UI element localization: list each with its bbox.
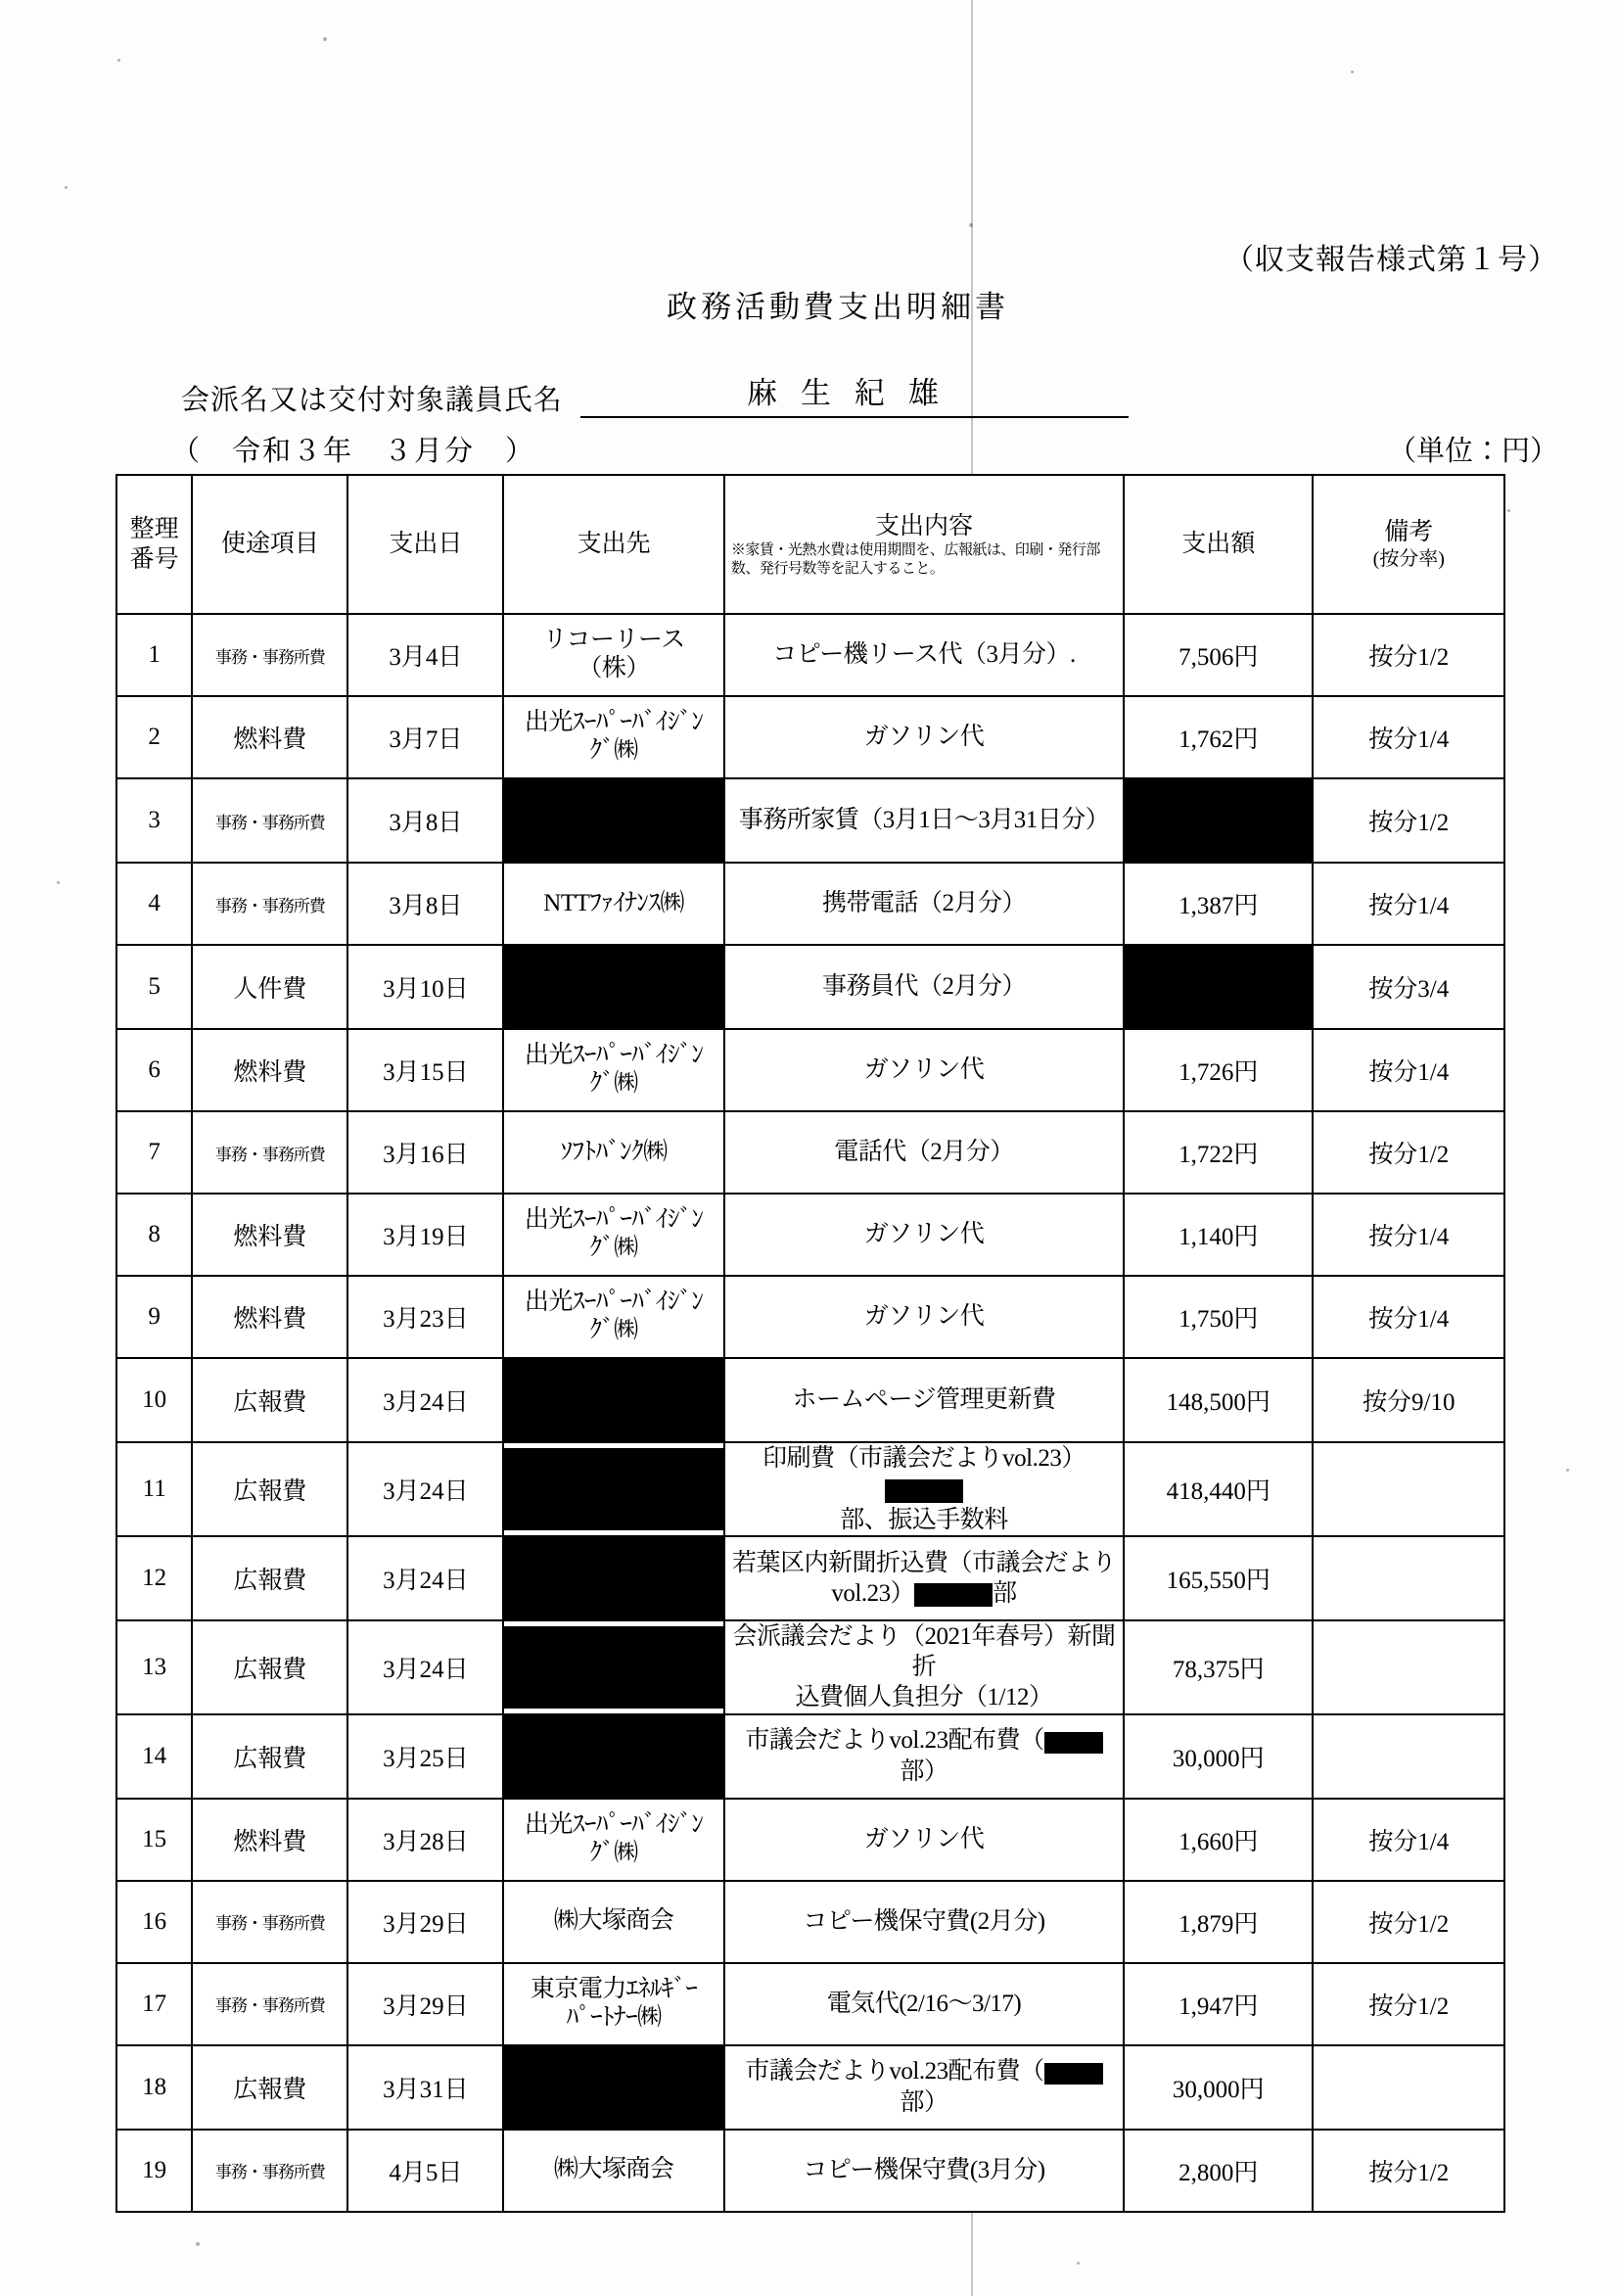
cell-no: 10 [116,1358,192,1442]
cell-amount: 148,500円 [1124,1358,1313,1442]
cell-use-category: 広報費 [192,2045,347,2130]
redaction-block [1044,1732,1103,1754]
cell-date: 3月24日 [347,1442,503,1536]
cell-remarks: 按分1/2 [1313,2130,1504,2212]
cell-date: 3月25日 [347,1714,503,1799]
cell-no: 16 [116,1881,192,1963]
cell-payee-line2: ｸﾞ㈱ [589,737,638,764]
cell-description: 事務所家賃（3月1日～3月31日分） [724,778,1124,863]
cell-use-category: 燃料費 [192,1799,347,1881]
cell-date: 4月5日 [347,2130,503,2212]
cell-no: 5 [116,945,192,1029]
unit-label: （単位：円） [1387,436,1558,467]
cell-amount-redacted [1124,778,1313,863]
cell-description [724,1442,1124,1536]
cell-remarks [1313,1536,1504,1620]
redaction-block [504,1537,723,1619]
cell-description-part1: 会派議会だより（2021年春号）新聞折 [732,1622,1116,1680]
col-header-no [116,475,192,614]
cell-payee-line1: ｿﾌﾄﾊﾞﾝｸ㈱ [560,1138,668,1165]
cell-payee-line2: ｸﾞ㈱ [589,1839,638,1866]
cell-use-category: 燃料費 [192,1194,347,1276]
cell-amount: 78,375円 [1124,1620,1313,1714]
expense-detail-table [116,474,1505,2213]
cell-use-category: 事務・事務所費 [192,863,347,945]
table-row [116,1194,1504,1276]
cell-description-part2-text: vol.23） [831,1579,915,1607]
scan-speck [969,223,973,227]
cell-payee [503,1029,724,1111]
cell-remarks: 按分1/4 [1313,1029,1504,1111]
col-header-date: 支出日 [347,475,503,614]
table-row [116,696,1504,778]
scan-speck [1566,1469,1569,1472]
cell-date: 3月19日 [347,1194,503,1276]
cell-date: 3月7日 [347,696,503,778]
cell-payee [503,1194,724,1276]
form-number: （収支報告様式第１号） [1224,244,1558,276]
cell-remarks: 按分1/2 [1313,778,1504,863]
cell-remarks: 按分1/2 [1313,614,1504,696]
col-header-desc [724,475,1124,614]
cell-description: コピー機保守費(2月分) [724,1881,1124,1963]
cell-payee [503,863,724,945]
cell-no: 1 [116,614,192,696]
cell-amount-redacted [1124,945,1313,1029]
cell-use-category: 広報費 [192,1442,347,1536]
cell-date: 3月24日 [347,1536,503,1620]
cell-description: ガソリン代 [724,1194,1124,1276]
cell-amount: 7,506円 [1124,614,1313,696]
redaction-block [504,779,723,862]
cell-amount: 2,800円 [1124,2130,1313,2212]
cell-use-category: 燃料費 [192,1276,347,1358]
cell-description [724,2045,1124,2130]
cell-amount: 1,387円 [1124,863,1313,945]
scan-speck [323,37,327,41]
table-row [116,1029,1504,1111]
cell-no: 2 [116,696,192,778]
cell-description-part1: 市議会だよりvol.23配布費（ [745,2058,1044,2085]
cell-use-category: 燃料費 [192,1029,347,1111]
cell-use-category: 広報費 [192,1358,347,1442]
cell-payee-line2: ﾊﾟｰﾄﾅｰ㈱ [566,2003,662,2031]
table-row [116,2130,1504,2212]
cell-use-category: 事務・事務所費 [192,778,347,863]
cell-payee-line1: 東京電力ｴﾈﾙｷﾞｰ [530,1975,698,2002]
cell-date: 3月24日 [347,1620,503,1714]
cell-no: 7 [116,1111,192,1194]
table-row [116,1536,1504,1620]
cell-use-category: 事務・事務所費 [192,1881,347,1963]
cell-remarks: 按分9/10 [1313,1358,1504,1442]
col-header-desc-title: 支出内容 [874,512,973,539]
table-row [116,1714,1504,1799]
cell-description: コピー機保守費(3月分) [724,2130,1124,2212]
cell-amount: 1,660円 [1124,1799,1313,1881]
cell-amount: 1,947円 [1124,1963,1313,2045]
redaction-block [885,1479,963,1503]
cell-description: ガソリン代 [724,1029,1124,1111]
cell-description: 事務員代（2月分） [724,945,1124,1029]
cell-remarks: 按分1/4 [1313,696,1504,778]
col-header-remarks [1313,475,1504,614]
cell-amount: 1,762円 [1124,696,1313,778]
cell-payee [503,614,724,696]
cell-description-part2: 部、振込手数料 [840,1506,1008,1533]
col-header-remarks-title: 備考 [1384,518,1434,545]
cell-description-part2: 部） [900,1757,948,1785]
cell-date: 3月8日 [347,778,503,863]
cell-date: 3月24日 [347,1358,503,1442]
table-row [116,778,1504,863]
cell-payee-redacted [503,1714,724,1799]
table-row [116,1111,1504,1194]
cell-payee-line2: （株） [578,655,650,681]
cell-description-part1: 印刷費（市議会だよりvol.23） [762,1445,1086,1472]
redaction-block [504,1626,723,1709]
cell-description-part1: 若葉区内新聞折込費（市議会だより [731,1549,1116,1576]
cell-amount: 1,879円 [1124,1881,1313,1963]
col-header-payee: 支出先 [503,475,724,614]
col-header-desc-note: ※家賃・光熱水費は使用期間を、広報紙は、印刷・発行部数、発行号数等を記入すること。 [730,541,1100,577]
cell-use-category: 広報費 [192,1714,347,1799]
cell-description: 電話代（2月分） [724,1111,1124,1194]
cell-use-category: 事務・事務所費 [192,1111,347,1194]
col-header-remarks-sub: (按分率) [1372,548,1445,571]
cell-remarks: 按分1/4 [1313,1194,1504,1276]
cell-payee-line2: ｸﾞ㈱ [589,1070,638,1097]
table-row [116,2045,1504,2130]
cell-description: コピー機リース代（3月分）. [724,614,1124,696]
cell-description: 携帯電話（2月分） [724,863,1124,945]
table-row [116,1963,1504,2045]
cell-date: 3月29日 [347,1963,503,2045]
table-body [116,614,1504,2212]
cell-remarks: 按分1/2 [1313,1881,1504,1963]
scan-speck [1351,70,1354,73]
table-row [116,1442,1504,1536]
cell-description-part2: 部） [900,2088,948,2116]
cell-no: 6 [116,1029,192,1111]
cell-no: 9 [116,1276,192,1358]
table-header-row [116,475,1504,614]
cell-description-part1: 市議会だよりvol.23配布費（ [745,1727,1044,1755]
cell-no: 14 [116,1714,192,1799]
redaction-block [1044,2063,1103,2085]
col-header-no-line2: 番号 [129,546,179,573]
scan-speck [65,186,68,189]
scan-speck [57,881,60,884]
member-name-row [181,368,1129,418]
cell-amount: 165,550円 [1124,1536,1313,1620]
cell-description-part2: 込費個人負担分（1/12） [795,1684,1053,1711]
redaction-block [504,1359,723,1441]
redaction-block [504,2046,723,2129]
cell-payee-redacted [503,778,724,863]
table-row [116,1276,1504,1358]
cell-payee-line2: ｸﾞ㈱ [589,1317,638,1343]
cell-amount: 1,722円 [1124,1111,1313,1194]
cell-use-category: 燃料費 [192,696,347,778]
col-header-use: 使途項目 [192,475,347,614]
cell-amount: 30,000円 [1124,1714,1313,1799]
table-row [116,1620,1504,1714]
cell-remarks [1313,1714,1504,1799]
cell-payee-line1: 出光ｽｰﾊﾟｰﾊﾞｲｼﾞﾝ [524,1206,704,1234]
redaction-block [1125,946,1312,1028]
cell-amount: 1,726円 [1124,1029,1313,1111]
cell-no: 8 [116,1194,192,1276]
table-row [116,1358,1504,1442]
redaction-block [504,1715,723,1798]
cell-amount: 30,000円 [1124,2045,1313,2130]
cell-use-category: 人件費 [192,945,347,1029]
cell-no: 13 [116,1620,192,1714]
cell-date: 3月23日 [347,1276,503,1358]
cell-remarks [1313,2045,1504,2130]
member-name-label: 会派名又は交付対象議員氏名 [181,385,564,416]
cell-date: 3月28日 [347,1799,503,1881]
table-row [116,863,1504,945]
cell-remarks: 按分1/2 [1313,1963,1504,2045]
cell-description: ガソリン代 [724,1276,1124,1358]
cell-use-category: 広報費 [192,1536,347,1620]
cell-no: 15 [116,1799,192,1881]
period-label: （ 令和３年 ３月分 ） [171,436,536,467]
cell-description: ガソリン代 [724,696,1124,778]
cell-payee-redacted [503,1620,724,1714]
cell-description: ガソリン代 [724,1799,1124,1881]
cell-amount: 1,140円 [1124,1194,1313,1276]
cell-description [724,1714,1124,1799]
cell-payee-line1: 出光ｽｰﾊﾟｰﾊﾞｲｼﾞﾝ [524,1042,704,1069]
cell-no: 19 [116,2130,192,2212]
cell-description-part2 [725,1578,1123,1609]
cell-payee [503,696,724,778]
cell-use-category: 事務・事務所費 [192,1963,347,2045]
cell-date: 3月10日 [347,945,503,1029]
cell-date: 3月4日 [347,614,503,696]
cell-payee [503,2130,724,2212]
scan-speck [117,59,120,62]
cell-use-category: 事務・事務所費 [192,614,347,696]
cell-no: 4 [116,863,192,945]
cell-date: 3月29日 [347,1881,503,1963]
cell-payee-line2: ｸﾞ㈱ [589,1235,638,1261]
cell-no: 18 [116,2045,192,2130]
cell-date: 3月15日 [347,1029,503,1111]
cell-payee-line1: ㈱大塚商会 [553,2156,674,2183]
cell-description [724,1620,1124,1714]
cell-description-part3: 部 [993,1579,1017,1607]
redaction-block [504,946,723,1028]
cell-payee-line1: 出光ｽｰﾊﾟｰﾊﾞｲｼﾞﾝ [524,1289,704,1316]
cell-remarks [1313,1620,1504,1714]
cell-payee-redacted [503,2045,724,2130]
cell-payee-redacted [503,1536,724,1620]
scan-speck [196,2242,200,2246]
cell-remarks [1313,1442,1504,1536]
cell-payee-redacted [503,1358,724,1442]
member-name-value: 麻生紀雄 [580,368,1129,418]
cell-amount: 418,440円 [1124,1442,1313,1536]
cell-payee-line1: 出光ｽｰﾊﾟｰﾊﾞｲｼﾞﾝ [524,1810,704,1838]
table-row [116,614,1504,696]
cell-description: ホームページ管理更新費 [724,1358,1124,1442]
cell-payee-line1: リコーリース [542,627,685,654]
col-header-no-line1: 整理 [129,515,179,542]
cell-no: 11 [116,1442,192,1536]
cell-payee [503,1276,724,1358]
cell-no: 12 [116,1536,192,1620]
cell-payee [503,1963,724,2045]
table-row [116,1799,1504,1881]
cell-payee-line1: 出光ｽｰﾊﾟｰﾊﾞｲｼﾞﾝ [524,709,704,736]
cell-remarks: 按分1/4 [1313,863,1504,945]
cell-date: 3月31日 [347,2045,503,2130]
redaction-block [914,1583,993,1607]
cell-remarks: 按分3/4 [1313,945,1504,1029]
cell-payee-line1: ㈱大塚商会 [553,1907,674,1935]
cell-payee-line1: NTTﾌｧｲﾅﾝｽ㈱ [543,889,684,916]
cell-remarks: 按分1/4 [1313,1799,1504,1881]
cell-no: 3 [116,778,192,863]
cell-date: 3月8日 [347,863,503,945]
redaction-block [1125,779,1312,862]
cell-remarks: 按分1/2 [1313,1111,1504,1194]
table-row [116,945,1504,1029]
cell-no: 17 [116,1963,192,2045]
cell-payee [503,1111,724,1194]
col-header-amount: 支出額 [1124,475,1313,614]
cell-description [724,1536,1124,1620]
cell-date: 3月16日 [347,1111,503,1194]
scan-speck [1077,2262,1080,2265]
cell-remarks: 按分1/4 [1313,1276,1504,1358]
cell-use-category: 事務・事務所費 [192,2130,347,2212]
redaction-block [504,1448,723,1530]
page-title: 政務活動費支出明細書 [667,290,1009,324]
cell-amount: 1,750円 [1124,1276,1313,1358]
cell-payee-redacted [503,945,724,1029]
cell-payee [503,1799,724,1881]
cell-payee-redacted [503,1442,724,1536]
cell-use-category: 広報費 [192,1620,347,1714]
cell-payee [503,1881,724,1963]
cell-description: 電気代(2/16～3/17) [724,1963,1124,2045]
scan-speck [1507,509,1510,512]
table-row [116,1881,1504,1963]
